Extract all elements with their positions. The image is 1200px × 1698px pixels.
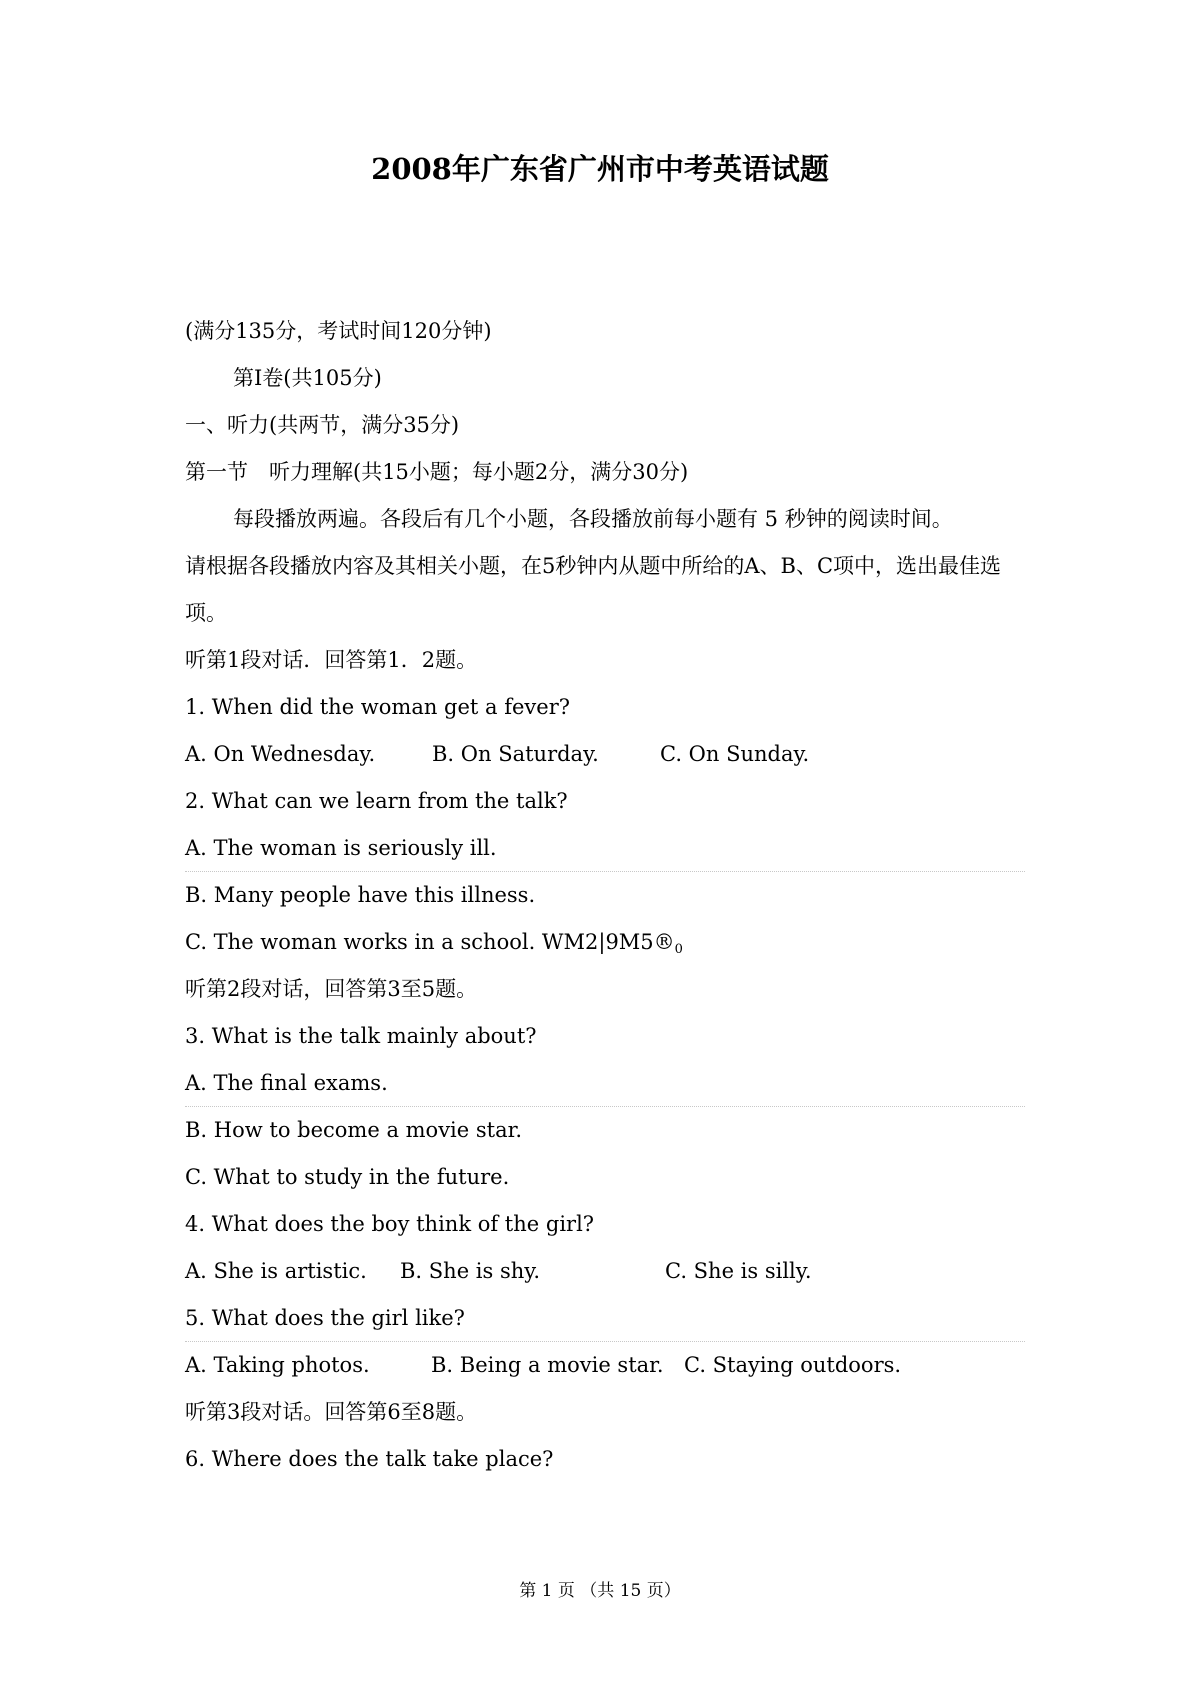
- section-heading: 一、听力(共两节，满分35分): [185, 413, 460, 437]
- question-3: 3. What is the talk mainly about?: [185, 1024, 537, 1048]
- q2-option-c: C. The woman works in a school. WM2|9M5®: [185, 930, 675, 954]
- instruction-paragraph-2: 请根据各段播放内容及其相关小题，在5秒钟内从题中所给的A、B、C项中，选出最佳选项。: [185, 554, 1002, 625]
- page-footer: 第 1 页 （共 15 页）: [519, 1581, 681, 1601]
- question-1: 1. When did the woman get a fever?: [185, 695, 571, 719]
- question-6: 6. Where does the talk take place?: [185, 1447, 554, 1471]
- q1-option-b: B. On Saturday.: [432, 742, 599, 766]
- q5-option-c: C. Staying outdoors.: [684, 1353, 902, 1377]
- exam-content: [185, 308, 1025, 1483]
- dialog-3-header: 听第3段对话。回答第6至8题。: [185, 1400, 478, 1424]
- q2-option-c-subscript: 0: [674, 942, 683, 957]
- q2-option-b: B. Many people have this illness.: [185, 883, 536, 907]
- q3-option-b: B. How to become a movie star.: [185, 1118, 523, 1142]
- part-heading: 第一节 听力理解(共15小题；每小题2分，满分30分): [185, 460, 689, 484]
- q1-option-c: C. On Sunday.: [660, 742, 810, 766]
- instruction-1-text: 每段播放两遍。各段后有几个小题，各段播放前每小题有 5 秒钟的阅读时间。: [233, 507, 953, 531]
- score-note: (满分135分，考试时间120分钟): [185, 319, 492, 343]
- question-4-options: [185, 1248, 1025, 1295]
- question-1-options: [185, 731, 1025, 778]
- page-title: 2008年广东省广州市中考英语试题: [371, 152, 829, 186]
- question-2: 2. What can we learn from the talk?: [185, 789, 568, 813]
- q3-option-c: C. What to study in the future.: [185, 1165, 510, 1189]
- q4-option-a: A. She is artistic.: [185, 1259, 367, 1283]
- q2-option-c-row: [185, 919, 1025, 966]
- q5-option-a: A. Taking photos.: [185, 1353, 370, 1377]
- q4-option-b: B. She is shy.: [400, 1259, 541, 1283]
- q5-option-b: B. Being a movie star.: [431, 1353, 664, 1377]
- q1-option-a: A. On Wednesday.: [185, 742, 376, 766]
- q4-option-c: C. She is silly.: [665, 1259, 812, 1283]
- q3-option-a: A. The final exams.: [185, 1060, 1025, 1107]
- dialog-1-header: 听第1段对话．回答第1．2题。: [185, 648, 478, 672]
- question-5-options: [185, 1342, 1025, 1389]
- instruction-paragraph-1: [185, 496, 1025, 543]
- dialog-2-header: 听第2段对话，回答第3至5题。: [185, 977, 478, 1001]
- question-4: 4. What does the boy think of the girl?: [185, 1212, 595, 1236]
- volume-heading: 第Ⅰ卷(共105分): [233, 366, 382, 390]
- question-5: 5. What does the girl like?: [185, 1295, 1025, 1342]
- q2-option-a: A. The woman is seriously ill.: [185, 825, 1025, 872]
